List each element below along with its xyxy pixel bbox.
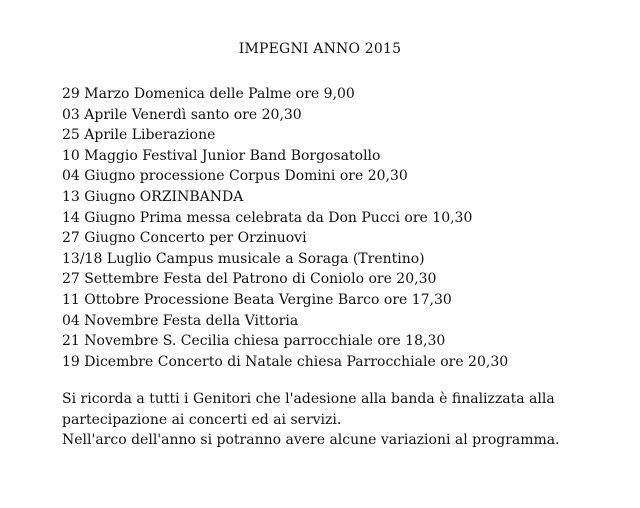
- note-line: partecipazione ai concerti ed ai servizi.: [62, 411, 342, 428]
- event-item: 04 Novembre Festa della Vittoria: [62, 312, 299, 329]
- event-item: 27 Settembre Festa del Patrono di Coniolo ore 20,30: [62, 271, 437, 288]
- event-item: 19 Dicembre Concerto di Natale chiesa Parrocchiale ore 20,30: [62, 353, 509, 370]
- note-line: Nell'arco dell'anno si potranno avere alcune variazioni al programma.: [62, 432, 560, 449]
- event-item: 29 Marzo Domenica delle Palme ore 9,00: [62, 86, 355, 102]
- page-title: IMPEGNI ANNO 2015: [238, 41, 402, 57]
- event-item: 03 Aprile Venerdì santo ore 20,30: [62, 106, 302, 123]
- event-item: 13 Giugno ORZINBANDA: [62, 188, 244, 205]
- event-item: 21 Novembre S. Cecilia chiesa parrocchiale ore 18,30: [62, 333, 446, 350]
- note-line: Si ricorda a tutti i Genitori che l'adesione alla banda è finalizzata alla: [62, 391, 555, 407]
- event-item: 10 Maggio Festival Junior Band Borgosatollo: [62, 147, 381, 164]
- event-item: 14 Giugno Prima messa celebrata da Don Pucci ore 10,30: [62, 209, 473, 226]
- event-item: 11 Ottobre Processione Beata Vergine Barco ore 17,30: [62, 291, 452, 308]
- event-item: 04 Giugno processione Corpus Domini ore 20,30: [62, 168, 408, 185]
- event-list: [62, 84, 508, 372]
- event-item: 13/18 Luglio Campus musicale a Soraga (Trentino): [62, 250, 425, 267]
- event-item: 27 Giugno Concerto per Orzinuovi: [62, 230, 307, 247]
- event-item: 25 Aprile Liberazione: [62, 127, 216, 144]
- notes-section: [62, 389, 560, 451]
